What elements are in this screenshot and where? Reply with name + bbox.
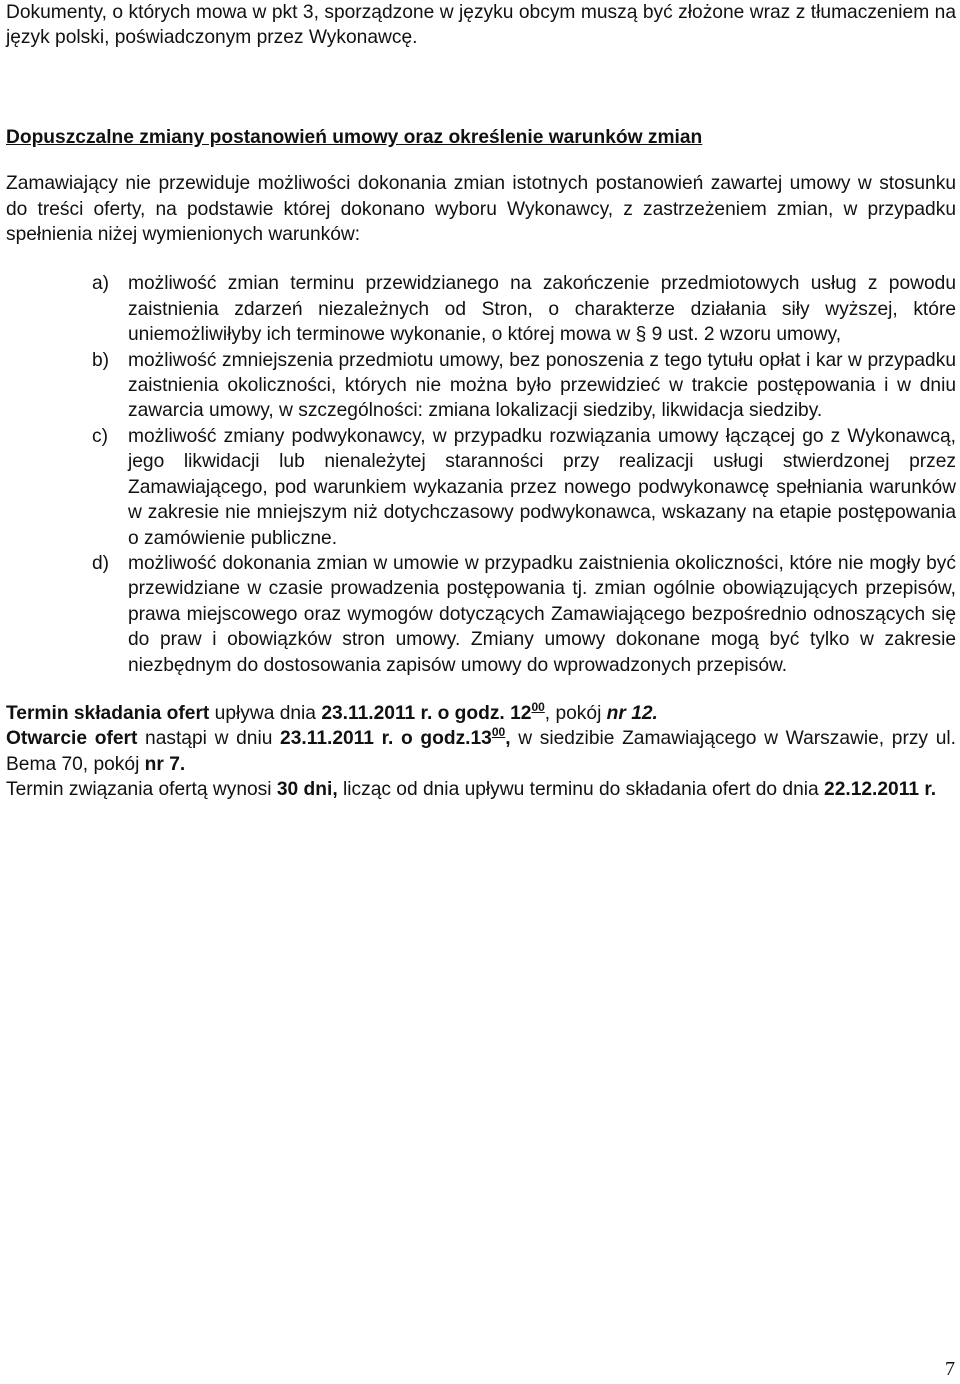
deadline-paragraph — [6, 701, 956, 726]
opening-room: nr 7. — [144, 753, 186, 775]
list-item — [6, 271, 956, 347]
intro-paragraph: Dokumenty, o których mowa w pkt 3, sporządzone w języku obcym muszą być złożone wraz z tłumaczeniem na język polski, poświadczonym przez Wykonawcę. — [6, 2, 956, 49]
opening-date: 23.11.2011 r. o godz.13 — [280, 728, 492, 750]
opening-minutes: 00 — [491, 725, 506, 740]
list-marker: b) — [92, 349, 110, 371]
opening-paragraph — [6, 726, 956, 777]
deadline-minutes: 00 — [531, 699, 545, 714]
list-item-text: możliwość zmniejszenia przedmiotu umowy, bez ponoszenia z tego tytułu opłat i kar w przypadku zaistnienia okoliczności, których nie można było przewidzieć w trakcie postępowania i w dniu zawarcia umowy, w szczególności: zmiana lokalizacji siedziby, likwidacja siedziby. — [128, 349, 956, 422]
list-item-text: możliwość dokonania zmian w umowie w przypadku zaistnienia okoliczności, które nie mogły być przewidziane w czasie prowadzenia postępowania tj. zmian ogólnie obowiązujących przepisów, prawa miejscowego oraz wymogów dotyczących Zamawiającego bezpośrednio odnoszących się do praw i obowiązków stron umowy. Zmiany umowy dokonane mogą być tylko w zakresie niezbędnym do dostosowania zapisów umowy do wprowadzonych przepisów. — [128, 552, 956, 676]
page-number: 7 — [945, 1358, 955, 1380]
deadline-date: 23.11.2011 r. o godz. 12 — [321, 702, 532, 724]
binding-paragraph — [6, 777, 956, 802]
closing-block — [6, 701, 956, 803]
list-item — [6, 424, 956, 551]
opening-verb: nastąpi w dniu — [137, 728, 281, 750]
list-item — [6, 551, 956, 678]
binding-days: 30 dni, — [276, 779, 338, 801]
list-marker: a) — [92, 273, 110, 295]
opening-label: Otwarcie ofert — [6, 728, 138, 750]
deadline-verb: upływa dnia — [209, 702, 322, 724]
list-marker: d) — [92, 552, 110, 574]
deadline-room: nr 12. — [606, 702, 658, 724]
list-item-text: możliwość zmian terminu przewidzianego na zakończenie przedmiotowych usług z powodu zaistnienia zdarzeń niezależnych od Stron, o charakterze działania siły wyższej, które uniemożliwiłyby ich terminowe wykonanie, o której mowa w § 9 ust. 2 wzoru umowy, — [128, 273, 956, 346]
binding-middle: licząc od dnia upływu terminu do składania ofert do dnia — [337, 779, 825, 801]
document-page — [6, 0, 956, 803]
section-body-paragraph: Zamawiający nie przewiduje możliwości dokonania zmian istotnych postanowień zawartej umowy w stosunku do treści oferty, na podstawie której dokonano wyboru Wykonawcy, z zastrzeżeniem zmian, w przypadku spełnienia niżej wymienionych warunków: — [6, 173, 956, 246]
list-marker: c) — [92, 425, 108, 447]
opening-place: w siedzibie Zamawiającego w Warszawie, przy ul. Bema 70, pokój — [6, 728, 956, 775]
binding-date: 22.12.2011 r. — [824, 779, 937, 801]
section-heading: Dopuszczalne zmiany postanowień umowy oraz określenie warunków zmian — [6, 126, 703, 148]
conditions-list — [6, 271, 956, 678]
list-item-text: możliwość zmiany podwykonawcy, w przypadku rozwiązania umowy łączącej go z Wykonawcą, jego likwidacji lub nienależytej staranności przy realizacji usługi stwierdzonej przez Zamawiającego, pod warunkiem wykazania przez nowego podwykonawcę spełniania warunków w zakresie nie mniejszym niż dotychczasowy podwykonawca, wskazany na etapie postępowania o zamówienie publiczne. — [128, 425, 956, 549]
opening-comma: , — [505, 728, 511, 750]
list-item — [6, 348, 956, 424]
deadline-room-prefix: , pokój — [544, 702, 607, 724]
deadline-label: Termin składania ofert — [6, 702, 210, 724]
binding-prefix: Termin związania ofertą wynosi — [6, 779, 277, 801]
